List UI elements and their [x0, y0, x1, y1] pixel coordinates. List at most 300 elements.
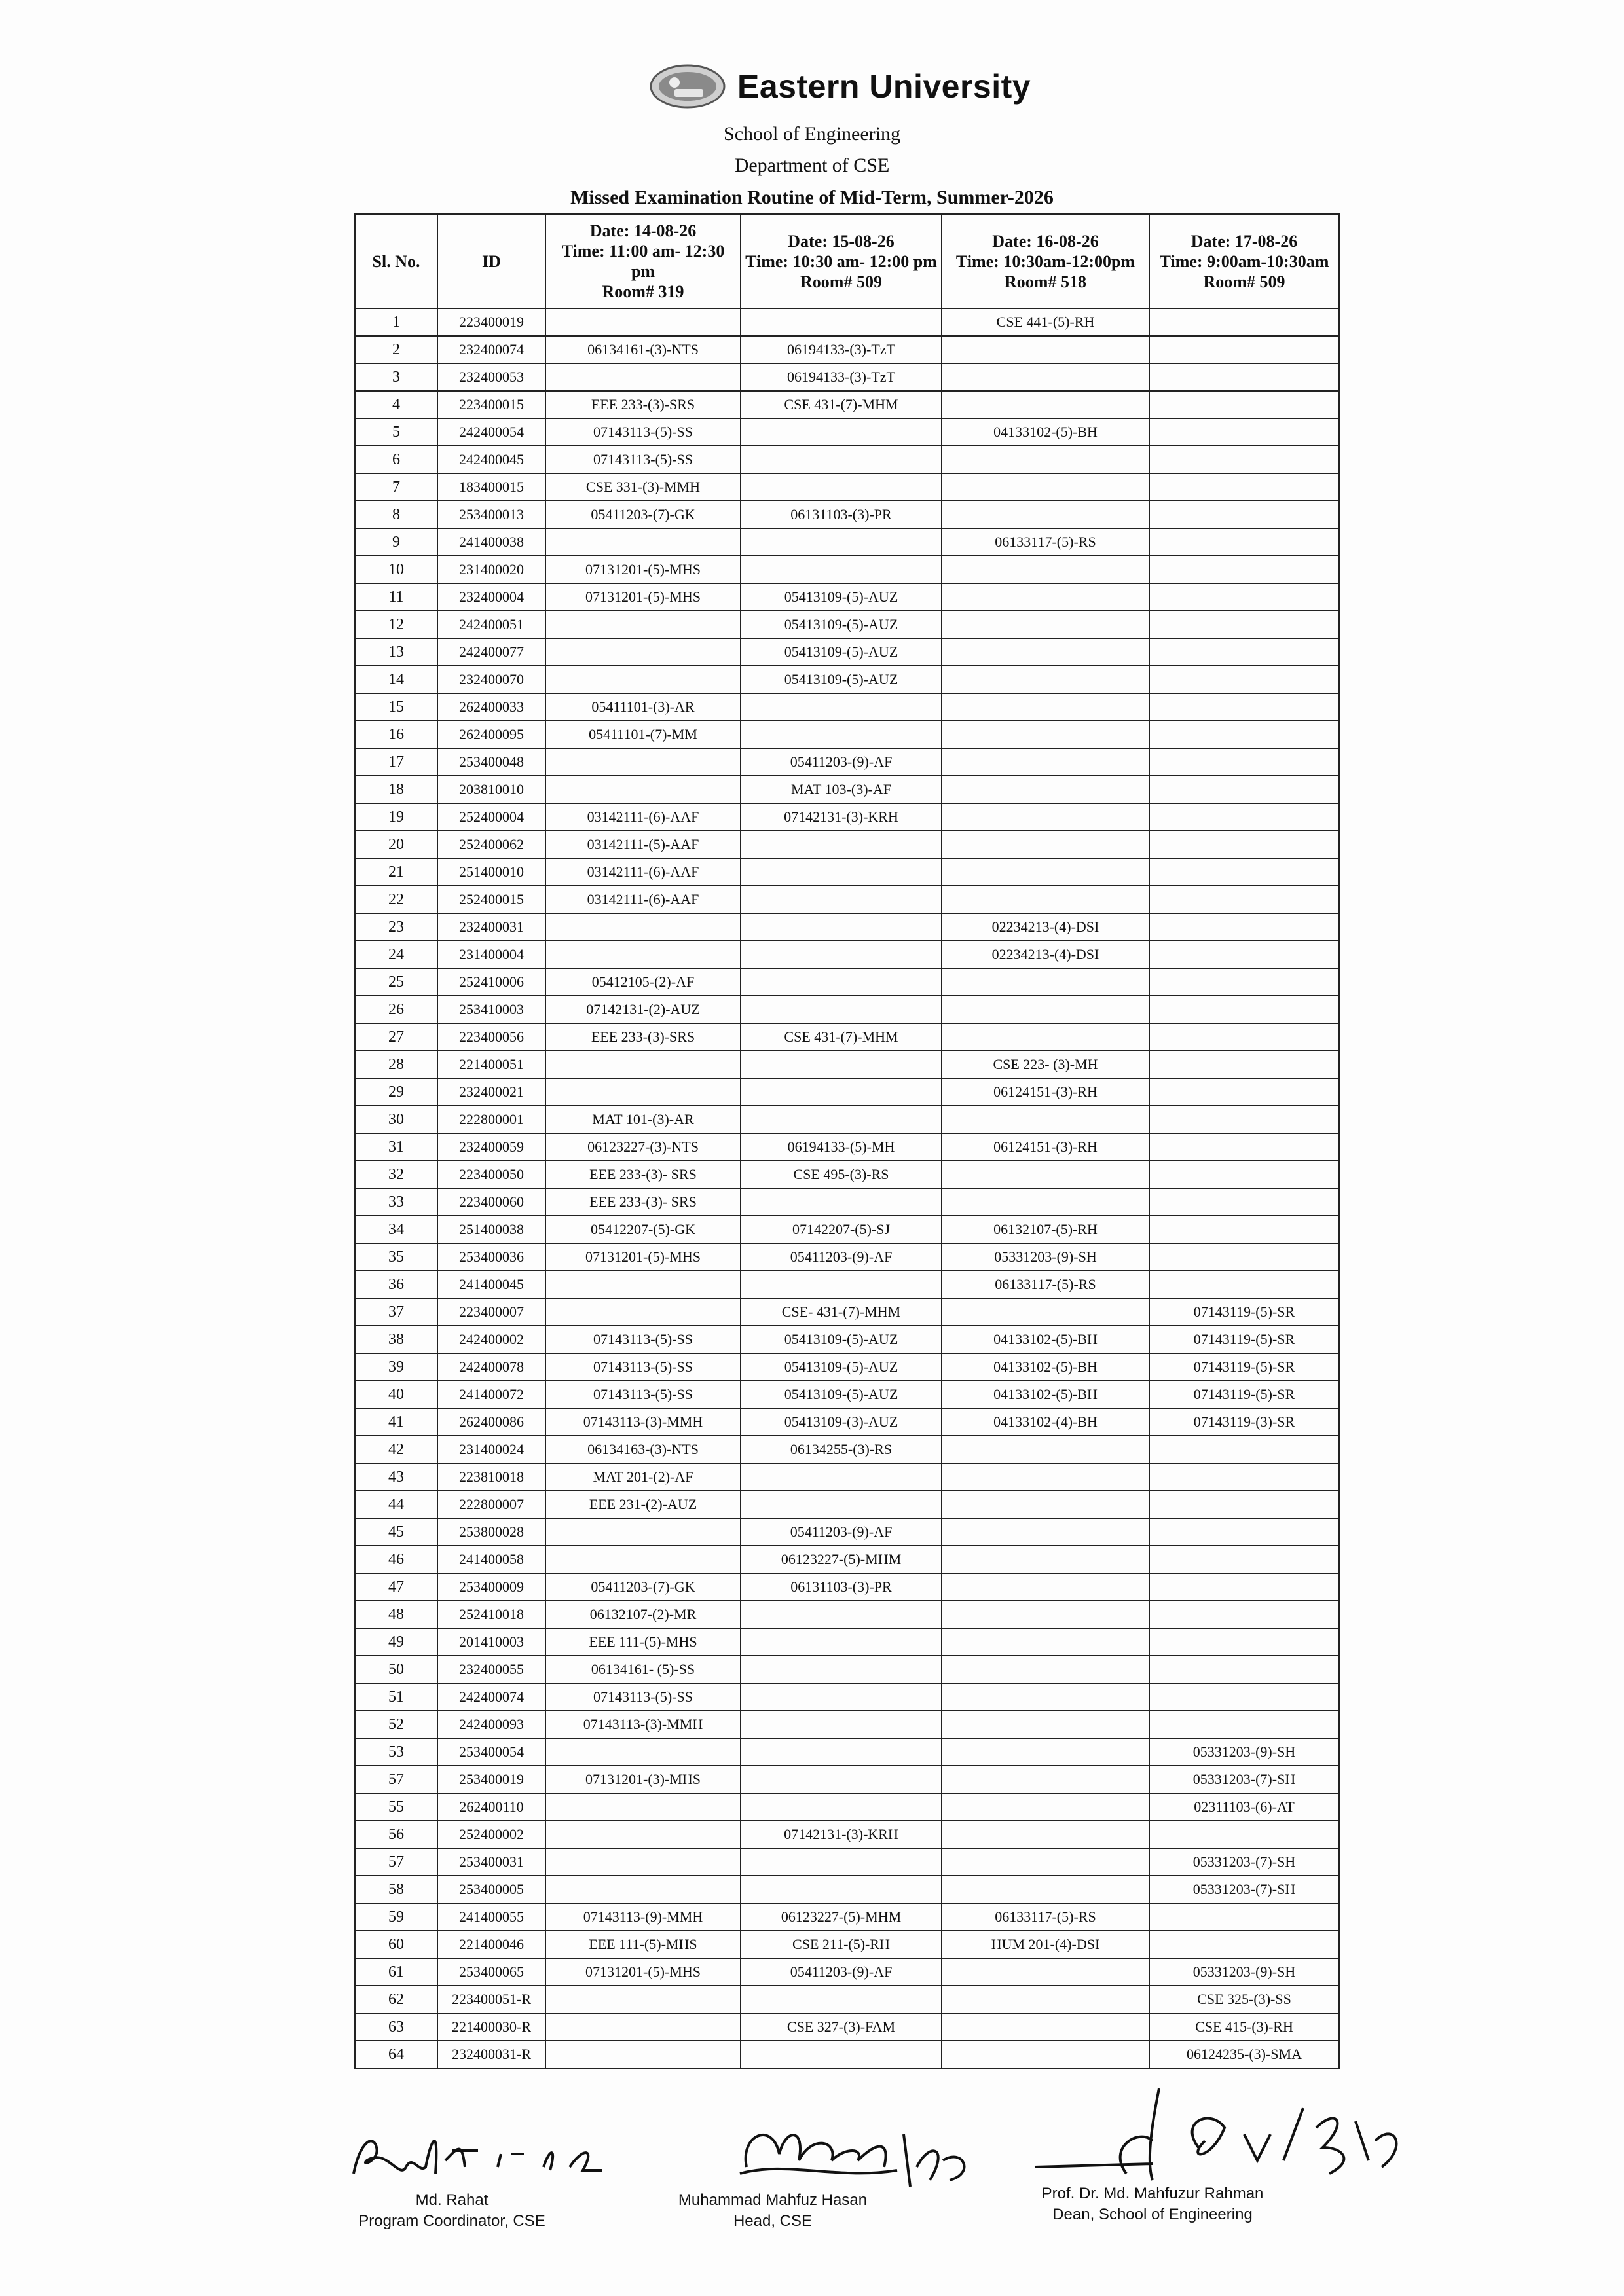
- table-row: [355, 748, 1339, 776]
- day-4-course-cell: [1149, 803, 1339, 831]
- student-id-cell: 241400038: [437, 528, 545, 556]
- signature-block-dean: [1008, 2183, 1297, 2225]
- day-1-course-cell: 06134161- (5)-SS: [545, 1656, 741, 1683]
- day-4-course-cell: [1149, 1161, 1339, 1188]
- sl-no-cell: 40: [355, 1381, 437, 1408]
- student-id-cell: 232400031: [437, 913, 545, 941]
- sl-no-cell: 3: [355, 363, 437, 391]
- day-3-course-cell: 04133102-(5)-BH: [942, 1381, 1149, 1408]
- day-1-course-cell: [545, 1738, 741, 1766]
- student-id-cell: 251400038: [437, 1216, 545, 1243]
- day-4-course-cell: [1149, 1518, 1339, 1546]
- sl-no-cell: 28: [355, 1051, 437, 1078]
- student-id-cell: 183400015: [437, 473, 545, 501]
- day-3-course-cell: 04133102-(5)-BH: [942, 1353, 1149, 1381]
- student-id-cell: 241400072: [437, 1381, 545, 1408]
- student-id-cell: 241400055: [437, 1903, 545, 1931]
- day-4-course-cell: [1149, 693, 1339, 721]
- day-3-course-cell: [942, 336, 1149, 363]
- day-4-course-cell: [1149, 1711, 1339, 1738]
- table-row: [355, 363, 1339, 391]
- day-3-course-cell: [942, 391, 1149, 418]
- day-2-course-cell: 05411203-(9)-AF: [741, 1518, 942, 1546]
- signatory-title: Program Coordinator, CSE: [358, 2212, 545, 2230]
- document-title: Missed Examination Routine of Mid-Term, Summer-2026: [570, 187, 1054, 208]
- day-4-course-cell: 07143119-(5)-SR: [1149, 1381, 1339, 1408]
- student-id-cell: 262400095: [437, 721, 545, 748]
- student-id-cell: 253400013: [437, 501, 545, 528]
- day-4-course-cell: [1149, 1188, 1339, 1216]
- day-1-course-cell: [545, 1821, 741, 1848]
- day-2-course-cell: [741, 1628, 942, 1656]
- day-4-course-cell: [1149, 336, 1339, 363]
- sl-no-cell: 47: [355, 1573, 437, 1601]
- day-4-course-cell: 07143119-(5)-SR: [1149, 1326, 1339, 1353]
- day-2-course-cell: [741, 1766, 942, 1793]
- student-id-cell: 242400077: [437, 638, 545, 666]
- table-row: [355, 776, 1339, 803]
- day-2-course-cell: [741, 831, 942, 858]
- table-row: [355, 1683, 1339, 1711]
- table-body: [355, 308, 1339, 2068]
- day-1-course-cell: 07131201-(5)-MHS: [545, 556, 741, 583]
- day-2-course-cell: [741, 1271, 942, 1298]
- day-1-course-cell: 07131201-(5)-MHS: [545, 1243, 741, 1271]
- day-1-course-cell: 07131201-(5)-MHS: [545, 583, 741, 611]
- table-row: [355, 1133, 1339, 1161]
- day-4-course-cell: [1149, 473, 1339, 501]
- student-id-cell: 253400048: [437, 748, 545, 776]
- day-1-course-cell: [545, 611, 741, 638]
- day-1-course-cell: CSE 331-(3)-MMH: [545, 473, 741, 501]
- day-2-course-cell: CSE 327-(3)-FAM: [741, 2013, 942, 2041]
- student-id-cell: 253400019: [437, 1766, 545, 1793]
- day-2-course-cell: 05413109-(5)-AUZ: [741, 1326, 942, 1353]
- day-1-course-cell: 07143113-(5)-SS: [545, 446, 741, 473]
- table-row: [355, 1903, 1339, 1931]
- sl-no-cell: 32: [355, 1161, 437, 1188]
- table-row: [355, 693, 1339, 721]
- day-1-course-cell: 05411203-(7)-GK: [545, 501, 741, 528]
- day-4-course-cell: [1149, 638, 1339, 666]
- student-id-cell: 222800001: [437, 1106, 545, 1133]
- day-4-course-cell: 07143119-(5)-SR: [1149, 1298, 1339, 1326]
- day-2-course-cell: CSE 431-(7)-MHM: [741, 391, 942, 418]
- day-1-course-cell: [545, 666, 741, 693]
- day-1-course-cell: [545, 1876, 741, 1903]
- sl-no-cell: 49: [355, 1628, 437, 1656]
- sl-no-cell: 50: [355, 1656, 437, 1683]
- column-header-id: ID: [437, 214, 545, 308]
- table-row: [355, 1958, 1339, 1986]
- sl-no-cell: 14: [355, 666, 437, 693]
- sl-no-cell: 17: [355, 748, 437, 776]
- day-2-course-cell: 05413109-(5)-AUZ: [741, 583, 942, 611]
- day-3-course-cell: [942, 831, 1149, 858]
- column-header-day-2: Date: 15-08-26 Time: 10:30 am- 12:00 pm Room# 509: [741, 214, 942, 308]
- day-4-course-cell: [1149, 611, 1339, 638]
- day-3-course-cell: 06133117-(5)-RS: [942, 1903, 1149, 1931]
- column-header-day-4: Date: 17-08-26 Time: 9:00am-10:30am Room# 509: [1149, 214, 1339, 308]
- day-1-course-cell: EEE 233-(3)-SRS: [545, 391, 741, 418]
- day-1-course-cell: [545, 1546, 741, 1573]
- day-1-course-cell: [545, 776, 741, 803]
- day-3-course-cell: [942, 473, 1149, 501]
- student-id-cell: 232400004: [437, 583, 545, 611]
- day-4-course-cell: [1149, 308, 1339, 336]
- sl-no-cell: 10: [355, 556, 437, 583]
- day-2-course-cell: [741, 1106, 942, 1133]
- day-3-course-cell: [942, 2041, 1149, 2068]
- day-3-course-cell: 06124151-(3)-RH: [942, 1133, 1149, 1161]
- student-id-cell: 201410003: [437, 1628, 545, 1656]
- day-3-course-cell: 04133102-(5)-BH: [942, 418, 1149, 446]
- day-2-course-cell: [741, 1683, 942, 1711]
- day-1-course-cell: [545, 363, 741, 391]
- day-2-course-cell: [741, 996, 942, 1023]
- department-name: Department of CSE: [734, 155, 890, 176]
- day-3-course-cell: [942, 1106, 1149, 1133]
- student-id-cell: 232400021: [437, 1078, 545, 1106]
- table-row: [355, 1793, 1339, 1821]
- day-4-course-cell: [1149, 1216, 1339, 1243]
- day-4-course-cell: 06124235-(3)-SMA: [1149, 2041, 1339, 2068]
- sl-no-cell: 34: [355, 1216, 437, 1243]
- student-id-cell: 242400054: [437, 418, 545, 446]
- day-1-course-cell: [545, 1848, 741, 1876]
- table-row: [355, 1408, 1339, 1436]
- table-row: [355, 1518, 1339, 1546]
- table-row: [355, 1326, 1339, 1353]
- student-id-cell: 231400024: [437, 1436, 545, 1463]
- university-name: Eastern University: [737, 68, 1031, 105]
- day-3-course-cell: 06132107-(5)-RH: [942, 1216, 1149, 1243]
- sl-no-cell: 19: [355, 803, 437, 831]
- day-2-course-cell: [741, 446, 942, 473]
- signatory-name: Muhammad Mahfuz Hasan: [678, 2191, 868, 2209]
- table-row: [355, 1656, 1339, 1683]
- day-3-course-cell: [942, 611, 1149, 638]
- day-2-course-cell: 05413109-(5)-AUZ: [741, 666, 942, 693]
- day-1-course-cell: 07131201-(5)-MHS: [545, 1958, 741, 1986]
- day-3-course-cell: [942, 1876, 1149, 1903]
- sl-no-cell: 61: [355, 1958, 437, 1986]
- day-1-course-cell: MAT 201-(2)-AF: [545, 1463, 741, 1491]
- table-row: [355, 968, 1339, 996]
- day-3-course-cell: [942, 1683, 1149, 1711]
- day-1-course-cell: [545, 528, 741, 556]
- student-id-cell: 252410006: [437, 968, 545, 996]
- day-2-course-cell: [741, 858, 942, 886]
- day-2-course-cell: 07142131-(3)-KRH: [741, 803, 942, 831]
- table-row: [355, 2041, 1339, 2068]
- table-row: [355, 336, 1339, 363]
- day-1-course-cell: 07143113-(9)-MMH: [545, 1903, 741, 1931]
- day-3-course-cell: [942, 693, 1149, 721]
- day-1-course-cell: 06134161-(3)-NTS: [545, 336, 741, 363]
- student-id-cell: 252410018: [437, 1601, 545, 1628]
- sl-no-cell: 56: [355, 1821, 437, 1848]
- university-logo-icon: [648, 63, 727, 110]
- day-2-course-cell: [741, 1656, 942, 1683]
- sl-no-cell: 36: [355, 1271, 437, 1298]
- student-id-cell: 253400036: [437, 1243, 545, 1271]
- day-4-course-cell: [1149, 996, 1339, 1023]
- table-row: [355, 913, 1339, 941]
- day-2-course-cell: [741, 528, 942, 556]
- day-1-course-cell: [545, 941, 741, 968]
- sl-no-cell: 62: [355, 1986, 437, 2013]
- day-3-course-cell: [942, 1958, 1149, 1986]
- day-1-course-cell: EEE 111-(5)-MHS: [545, 1628, 741, 1656]
- sl-no-cell: 27: [355, 1023, 437, 1051]
- student-id-cell: 242400045: [437, 446, 545, 473]
- student-id-cell: 242400074: [437, 1683, 545, 1711]
- day-2-course-cell: 06194133-(3)-TzT: [741, 336, 942, 363]
- sl-no-cell: 15: [355, 693, 437, 721]
- day-3-course-cell: 05331203-(9)-SH: [942, 1243, 1149, 1271]
- signatory-title: Dean, School of Engineering: [1052, 2206, 1253, 2223]
- day-2-course-cell: 06131103-(3)-PR: [741, 501, 942, 528]
- sl-no-cell: 58: [355, 1876, 437, 1903]
- day-4-course-cell: [1149, 858, 1339, 886]
- day-2-course-cell: 06131103-(3)-PR: [741, 1573, 942, 1601]
- table-row: [355, 418, 1339, 446]
- day-3-course-cell: [942, 1766, 1149, 1793]
- sl-no-cell: 21: [355, 858, 437, 886]
- signatory-name: Prof. Dr. Md. Mahfuzur Rahman: [1041, 2185, 1264, 2202]
- column-header-sl-no: Sl. No.: [355, 214, 437, 308]
- day-4-course-cell: CSE 325-(3)-SS: [1149, 1986, 1339, 2013]
- day-1-course-cell: EEE 233-(3)-SRS: [545, 1023, 741, 1051]
- day-3-course-cell: CSE 223- (3)-MH: [942, 1051, 1149, 1078]
- day-1-course-cell: 03142111-(6)-AAF: [545, 858, 741, 886]
- day-4-course-cell: [1149, 1601, 1339, 1628]
- table-row: [355, 1601, 1339, 1628]
- day-3-course-cell: [942, 1023, 1149, 1051]
- student-id-cell: 253400031: [437, 1848, 545, 1876]
- sl-no-cell: 46: [355, 1546, 437, 1573]
- table-row: [355, 556, 1339, 583]
- day-3-course-cell: [942, 446, 1149, 473]
- day-1-course-cell: 07131201-(3)-MHS: [545, 1766, 741, 1793]
- sl-no-cell: 16: [355, 721, 437, 748]
- table-row: [355, 1078, 1339, 1106]
- student-id-cell: 241400058: [437, 1546, 545, 1573]
- day-4-course-cell: [1149, 418, 1339, 446]
- day-1-course-cell: 07143113-(5)-SS: [545, 1353, 741, 1381]
- table-row: [355, 1491, 1339, 1518]
- student-id-cell: 232400070: [437, 666, 545, 693]
- day-1-course-cell: 05411101-(7)-MM: [545, 721, 741, 748]
- signature-block-coordinator: [341, 2190, 563, 2232]
- day-3-course-cell: 02234213-(4)-DSI: [942, 941, 1149, 968]
- sl-no-cell: 22: [355, 886, 437, 913]
- day-2-course-cell: [741, 1986, 942, 2013]
- day-2-course-cell: [741, 2041, 942, 2068]
- student-id-cell: 253400054: [437, 1738, 545, 1766]
- day-4-course-cell: [1149, 831, 1339, 858]
- table-row: [355, 1188, 1339, 1216]
- sl-no-cell: 64: [355, 2041, 437, 2068]
- day-3-course-cell: [942, 501, 1149, 528]
- day-4-course-cell: [1149, 941, 1339, 968]
- day-3-course-cell: [942, 1573, 1149, 1601]
- table-row: [355, 721, 1339, 748]
- day-2-course-cell: CSE- 431-(7)-MHM: [741, 1298, 942, 1326]
- day-2-course-cell: 05413109-(5)-AUZ: [741, 611, 942, 638]
- sl-no-cell: 9: [355, 528, 437, 556]
- table-row: [355, 1711, 1339, 1738]
- signature-scribble-head: [733, 2108, 982, 2193]
- sl-no-cell: 57: [355, 1848, 437, 1876]
- day-2-course-cell: [741, 913, 942, 941]
- day-1-course-cell: MAT 101-(3)-AR: [545, 1106, 741, 1133]
- day-4-course-cell: CSE 415-(3)-RH: [1149, 2013, 1339, 2041]
- day-3-course-cell: [942, 1463, 1149, 1491]
- day-2-course-cell: [741, 418, 942, 446]
- sl-no-cell: 1: [355, 308, 437, 336]
- table-row: [355, 308, 1339, 336]
- day-1-course-cell: 06134163-(3)-NTS: [545, 1436, 741, 1463]
- day-4-course-cell: [1149, 1628, 1339, 1656]
- table-row: [355, 1546, 1339, 1573]
- day-1-course-cell: [545, 748, 741, 776]
- sl-no-cell: 33: [355, 1188, 437, 1216]
- day-4-course-cell: 05331203-(7)-SH: [1149, 1848, 1339, 1876]
- day-2-course-cell: 05411203-(9)-AF: [741, 748, 942, 776]
- day-1-course-cell: EEE 231-(2)-AUZ: [545, 1491, 741, 1518]
- day-2-course-cell: [741, 1848, 942, 1876]
- day-1-course-cell: [545, 1518, 741, 1546]
- day-1-course-cell: [545, 1986, 741, 2013]
- day-4-course-cell: [1149, 721, 1339, 748]
- day-3-course-cell: 02234213-(4)-DSI: [942, 913, 1149, 941]
- day-3-course-cell: [942, 1711, 1149, 1738]
- column-header-day-3: Date: 16-08-26 Time: 10:30am-12:00pm Room# 518: [942, 214, 1149, 308]
- student-id-cell: 231400020: [437, 556, 545, 583]
- day-1-course-cell: [545, 1271, 741, 1298]
- signature-block-head: [648, 2190, 897, 2232]
- sl-no-cell: 63: [355, 2013, 437, 2041]
- day-1-course-cell: 07143113-(3)-MMH: [545, 1408, 741, 1436]
- table-row: [355, 1353, 1339, 1381]
- sl-no-cell: 59: [355, 1903, 437, 1931]
- day-4-course-cell: [1149, 583, 1339, 611]
- day-4-course-cell: [1149, 391, 1339, 418]
- day-1-course-cell: 03142111-(6)-AAF: [545, 886, 741, 913]
- day-2-course-cell: 05413109-(5)-AUZ: [741, 1381, 942, 1408]
- sl-no-cell: 31: [355, 1133, 437, 1161]
- day-1-course-cell: 05411203-(7)-GK: [545, 1573, 741, 1601]
- column-header-day-1: Date: 14-08-26 Time: 11:00 am- 12:30 pm Room# 319: [545, 214, 741, 308]
- student-id-cell: 221400046: [437, 1931, 545, 1958]
- sl-no-cell: 42: [355, 1436, 437, 1463]
- day-3-course-cell: [942, 1518, 1149, 1546]
- sl-no-cell: 55: [355, 1793, 437, 1821]
- day-1-course-cell: 05412105-(2)-AF: [545, 968, 741, 996]
- day-2-course-cell: [741, 1491, 942, 1518]
- table-row: [355, 803, 1339, 831]
- day-2-course-cell: [741, 1601, 942, 1628]
- table-row: [355, 1051, 1339, 1078]
- sl-no-cell: 13: [355, 638, 437, 666]
- day-3-course-cell: [942, 666, 1149, 693]
- day-3-course-cell: [942, 583, 1149, 611]
- day-3-course-cell: [942, 363, 1149, 391]
- table-row: [355, 1243, 1339, 1271]
- table-row: [355, 638, 1339, 666]
- day-4-course-cell: [1149, 528, 1339, 556]
- day-4-course-cell: [1149, 1463, 1339, 1491]
- table-header-row: [355, 214, 1339, 308]
- day-2-course-cell: [741, 556, 942, 583]
- table-row: [355, 583, 1339, 611]
- table-row: [355, 1106, 1339, 1133]
- day-4-course-cell: 07143119-(5)-SR: [1149, 1353, 1339, 1381]
- day-3-course-cell: [942, 996, 1149, 1023]
- student-id-cell: 223400007: [437, 1298, 545, 1326]
- student-id-cell: 242400078: [437, 1353, 545, 1381]
- sl-no-cell: 18: [355, 776, 437, 803]
- day-4-course-cell: [1149, 1271, 1339, 1298]
- day-1-course-cell: 06123227-(3)-NTS: [545, 1133, 741, 1161]
- day-4-course-cell: [1149, 501, 1339, 528]
- day-4-course-cell: [1149, 1821, 1339, 1848]
- table-row: [355, 1766, 1339, 1793]
- day-3-course-cell: [942, 721, 1149, 748]
- table-row: [355, 1436, 1339, 1463]
- day-4-course-cell: [1149, 886, 1339, 913]
- student-id-cell: 262400086: [437, 1408, 545, 1436]
- day-4-course-cell: [1149, 1683, 1339, 1711]
- day-2-course-cell: CSE 211-(5)-RH: [741, 1931, 942, 1958]
- school-name: School of Engineering: [724, 123, 900, 145]
- table-row: [355, 391, 1339, 418]
- sl-no-cell: 29: [355, 1078, 437, 1106]
- table-row: [355, 1628, 1339, 1656]
- day-2-course-cell: 05413109-(5)-AUZ: [741, 638, 942, 666]
- day-2-course-cell: [741, 473, 942, 501]
- sl-no-cell: 37: [355, 1298, 437, 1326]
- student-id-cell: 253400065: [437, 1958, 545, 1986]
- day-1-course-cell: [545, 1078, 741, 1106]
- sl-no-cell: 57: [355, 1766, 437, 1793]
- day-4-course-cell: [1149, 666, 1339, 693]
- day-3-course-cell: 04133102-(4)-BH: [942, 1408, 1149, 1436]
- table-row: [355, 501, 1339, 528]
- table-row: [355, 1821, 1339, 1848]
- table-row: [355, 831, 1339, 858]
- day-1-course-cell: 07143113-(5)-SS: [545, 1326, 741, 1353]
- university-header: [648, 60, 1031, 113]
- table-row: [355, 1161, 1339, 1188]
- day-4-course-cell: [1149, 748, 1339, 776]
- day-4-course-cell: [1149, 913, 1339, 941]
- day-2-course-cell: 06194133-(5)-MH: [741, 1133, 942, 1161]
- sl-no-cell: 60: [355, 1931, 437, 1958]
- student-id-cell: 253800028: [437, 1518, 545, 1546]
- day-4-course-cell: [1149, 1133, 1339, 1161]
- day-2-course-cell: [741, 941, 942, 968]
- day-2-course-cell: 07142207-(5)-SJ: [741, 1216, 942, 1243]
- student-id-cell: 222800007: [437, 1491, 545, 1518]
- day-4-course-cell: [1149, 446, 1339, 473]
- student-id-cell: 232400074: [437, 336, 545, 363]
- student-id-cell: 221400030-R: [437, 2013, 545, 2041]
- student-id-cell: 253400005: [437, 1876, 545, 1903]
- sl-no-cell: 26: [355, 996, 437, 1023]
